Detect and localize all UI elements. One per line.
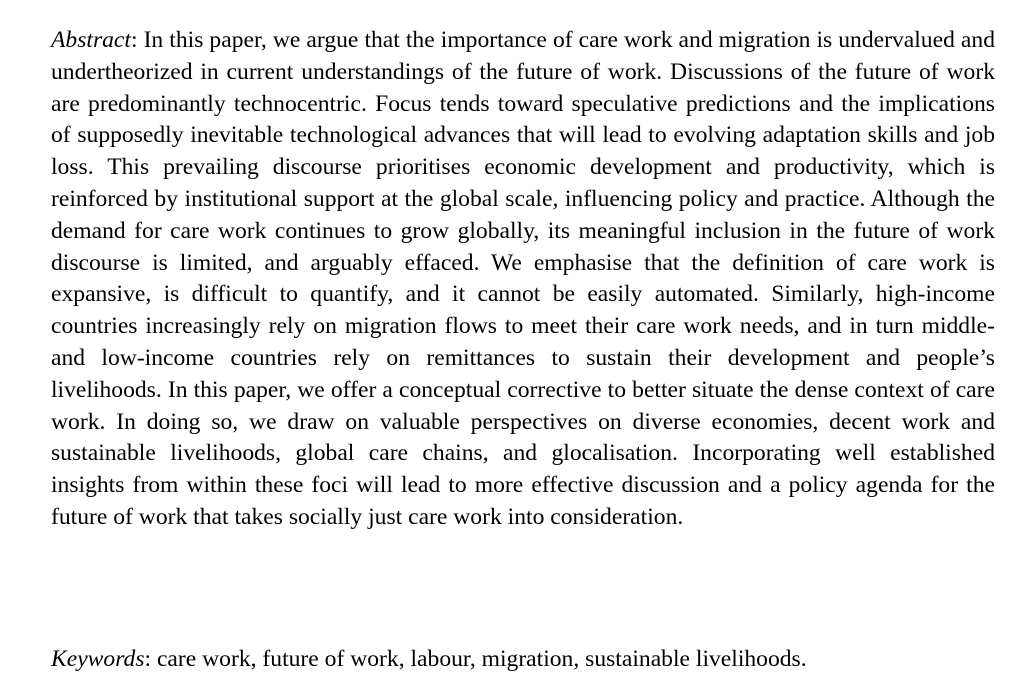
- abstract-label: Abstract: [51, 27, 131, 53]
- paper-abstract-section: [51, 25, 995, 672]
- abstract-label-separator: :: [130, 27, 138, 53]
- keywords-label: Keywords: [51, 646, 145, 672]
- abstract-text: In this paper, we argue that the importance of care work and migration is undervalued and undertheorized in current understandings of the future of work. Discussions of the future of work are predominantly technocentric. Focus tends toward speculative predictions and the implications of supposedly inevitable technological advances that will lead to evolving adaptation skills and job loss. This prevailing discourse prioritises economic development and productivity, which is reinforced by institutional support at the global scale, influencing policy and practice. Although the demand for care work continues to grow globally, its meaningful inclusion in the future of work discourse is limited, and arguably effaced. We emphasise that the definition of care work is expansive, is difficult to quantify, and it cannot be easily automated. Similarly, high-income countries increasingly rely on migration flows to meet their care work needs, and in turn middle- and low-income countries rely on remittances to sustain their development and people’s livelihoods. In this paper, we offer a conceptual corrective to better situate the dense context of care work. In doing so, we draw on valuable perspectives on diverse economies, decent work and sustainable livelihoods, global care chains, and glocalisation. Incorporating well established insights from within these foci will lead to more effective discussion and a policy agenda for the future of work that takes socially just care work into consideration.: [51, 27, 995, 530]
- keywords-line: [51, 644, 807, 676]
- abstract-paragraph: [51, 25, 995, 534]
- keywords-label-separator: :: [144, 646, 152, 672]
- keywords-text: care work, future of work, labour, migration, sustainable livelihoods.: [151, 646, 807, 672]
